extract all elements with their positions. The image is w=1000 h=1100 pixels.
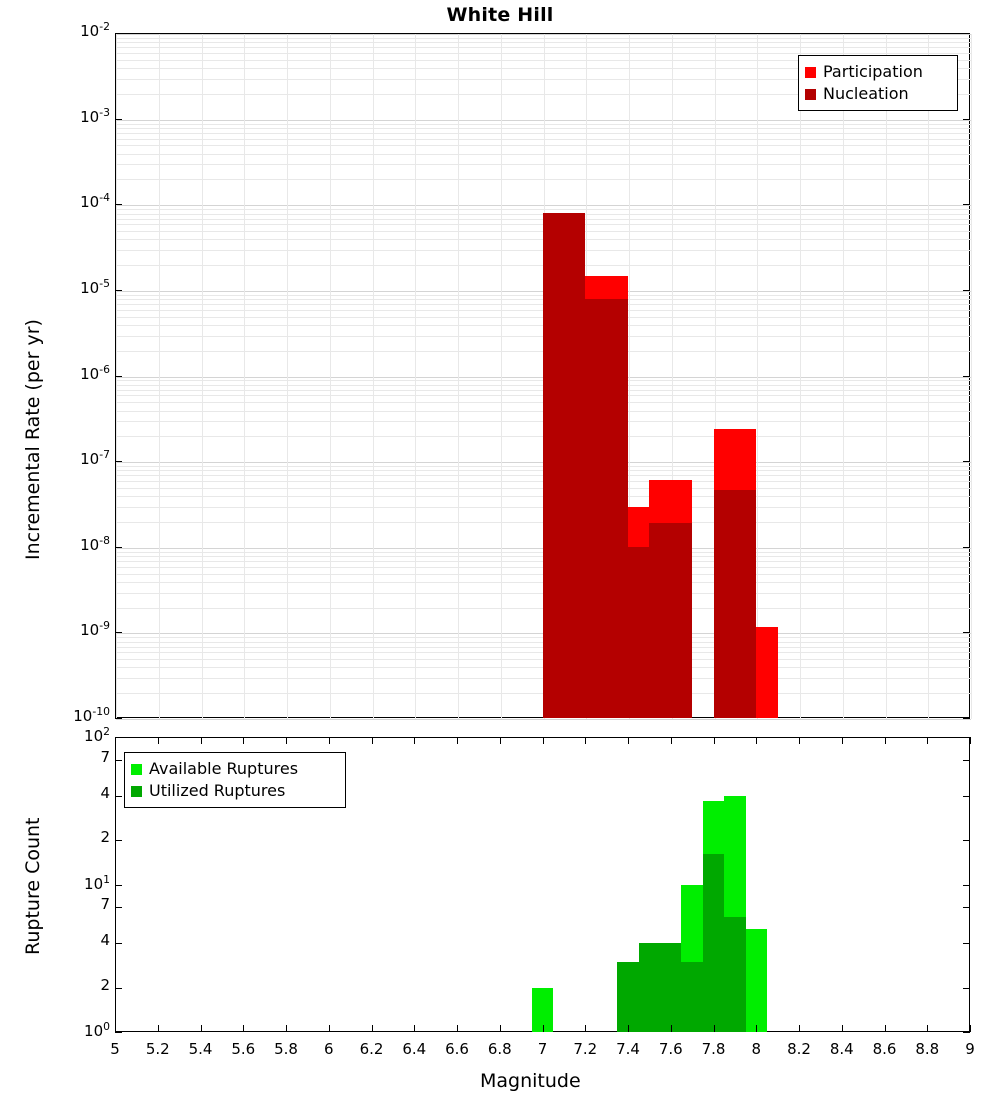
legend-color-swatch [131, 764, 142, 775]
top-y-tick-label: $10^{-4}$ [80, 191, 110, 212]
top-y-tick-label: $10^{-2}$ [80, 20, 110, 40]
bottom-y-tick-label: $10^0$ [84, 1020, 110, 1040]
bottom-y-tick-label: 4 [100, 783, 110, 802]
x-tick-label: 8.6 [872, 1040, 897, 1058]
bottom-legend [124, 752, 346, 808]
legend-item[interactable] [805, 83, 949, 105]
bottom-y-tick-label: 2 [100, 975, 110, 994]
x-tick-label: 5.6 [231, 1040, 256, 1058]
legend-color-swatch [131, 786, 142, 797]
x-tick-label: 7.4 [616, 1040, 640, 1058]
bottom-y-tick-label: 2 [100, 828, 110, 847]
top-y-tick-label: $10^{-10}$ [73, 705, 110, 725]
utilized-ruptures-bar [681, 962, 702, 1032]
bottom-y-tick-label: 4 [100, 931, 110, 950]
x-tick-label: 8.8 [915, 1040, 940, 1058]
utilized-ruptures-bar [703, 854, 724, 1032]
x-tick-label: 7.2 [573, 1040, 598, 1058]
legend-label: Nucleation [823, 84, 909, 103]
legend-item[interactable] [131, 780, 337, 802]
x-tick-label: 5.2 [145, 1040, 170, 1058]
bottom-y-tick-label: $10^2$ [84, 725, 110, 745]
legend-color-swatch [805, 89, 816, 100]
top-y-axis-label: Incremental Rate (per yr) [22, 319, 44, 560]
x-tick-label: 7.8 [701, 1040, 726, 1058]
utilized-ruptures-bar [660, 943, 681, 1032]
available-ruptures-bar [746, 929, 767, 1032]
bottom-y-axis-label: Rupture Count [22, 817, 44, 955]
utilized-ruptures-bar [639, 943, 660, 1032]
nucleation-bar [649, 523, 692, 718]
utilized-ruptures-bar [617, 962, 638, 1032]
top-y-tick-label: $10^{-3}$ [80, 105, 110, 126]
legend-item[interactable] [805, 61, 949, 83]
legend-label: Available Ruptures [149, 759, 299, 778]
x-tick-label: 6.8 [487, 1040, 512, 1058]
x-tick-label: 9 [965, 1040, 975, 1058]
bottom-y-tick-label: $10^1$ [84, 872, 110, 893]
legend-color-swatch [805, 67, 816, 78]
top-y-tick-label: $10^{-6}$ [80, 362, 110, 383]
x-tick-label: 6.6 [445, 1040, 469, 1058]
bottom-y-tick-label: 7 [100, 895, 110, 914]
legend-item[interactable] [131, 758, 337, 780]
page-title: White Hill [446, 4, 554, 26]
bottom-y-tick-label: 7 [100, 747, 110, 766]
x-tick-label: 5 [110, 1040, 120, 1058]
x-tick-label: 6.2 [359, 1040, 384, 1058]
nucleation-bar [585, 299, 628, 718]
x-tick-label: 5.4 [188, 1040, 213, 1058]
nucleation-bar [714, 490, 757, 718]
x-axis-label: Magnitude [480, 1070, 581, 1092]
legend-label: Utilized Ruptures [149, 781, 286, 800]
utilized-ruptures-bar [724, 917, 745, 1032]
x-tick-label: 8.4 [829, 1040, 854, 1058]
top-y-tick-label: $10^{-7}$ [80, 448, 110, 469]
x-tick-label: 6.4 [402, 1040, 427, 1058]
top-y-tick-label: $10^{-9}$ [80, 619, 110, 640]
x-tick-label: 7 [537, 1040, 548, 1058]
top-legend [798, 55, 958, 111]
top-y-tick-label: $10^{-5}$ [80, 276, 110, 297]
x-tick-label: 6 [323, 1040, 334, 1058]
nucleation-bar [543, 213, 586, 718]
x-tick-label: 8 [751, 1040, 762, 1058]
legend-label: Participation [823, 62, 923, 81]
x-tick-label: 5.8 [274, 1040, 298, 1058]
x-tick-label: 7.6 [658, 1040, 683, 1058]
top-y-tick-label: $10^{-8}$ [80, 533, 110, 554]
x-tick-label: 8.2 [787, 1040, 811, 1058]
